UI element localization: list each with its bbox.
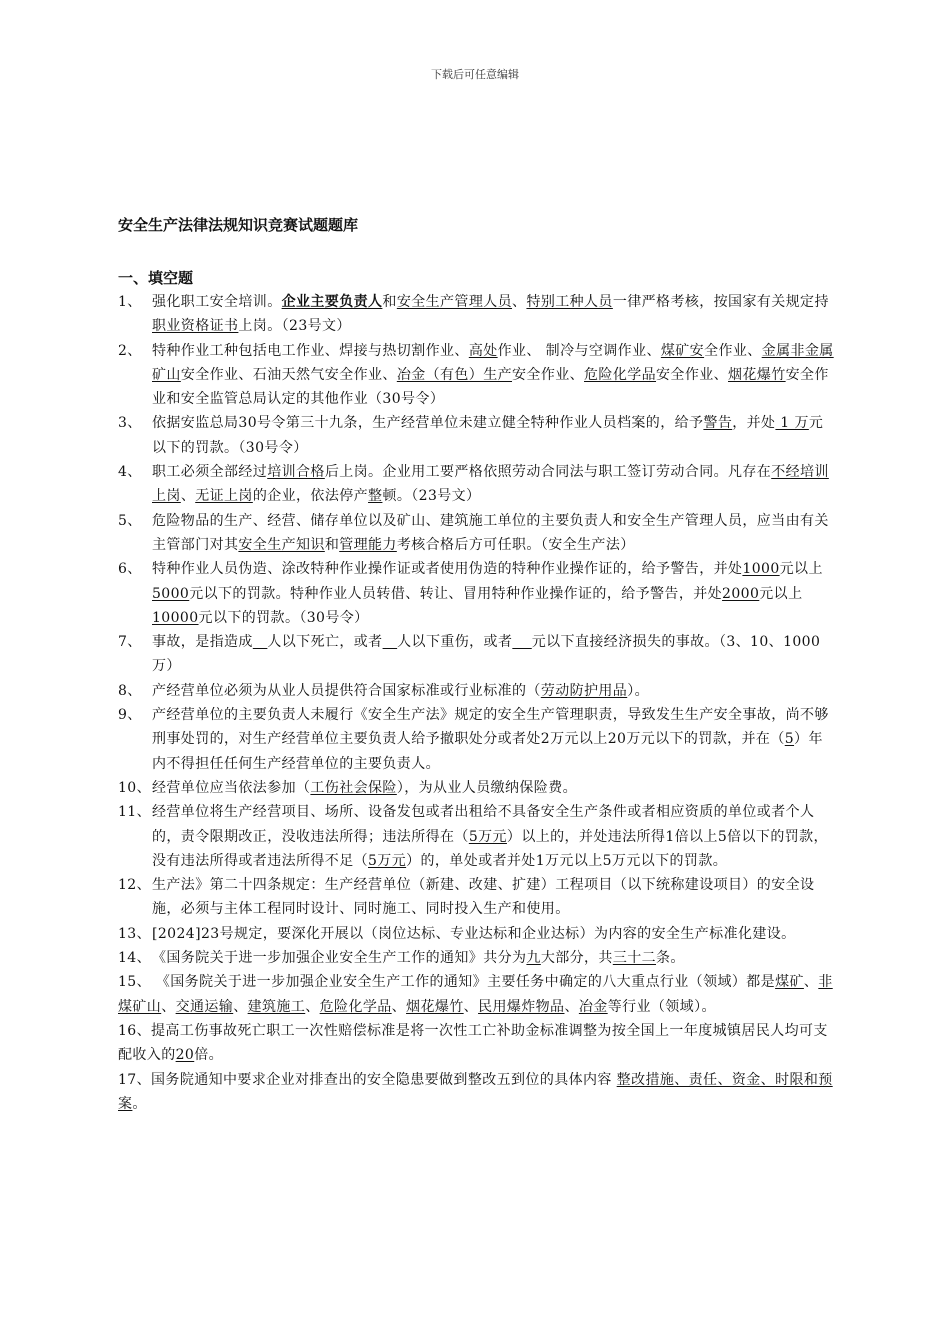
text: 和 (324, 536, 340, 553)
answer-blank: 冶金（有色）生产 (396, 366, 513, 383)
text: 等行业（领域）。 (607, 998, 716, 1015)
text: 依据安监总局30号令第三十九条，生产经营单位未建立健全特种作业人员档案的，给予 (152, 415, 704, 432)
text: 安全作业、石油天然气安全作业、 (180, 366, 397, 383)
text: 《国务院关于进一步加强企业安全生产工作的通知》共分为 (152, 950, 527, 967)
text: 元以下的罚款。特种作业人员转借、转让、冒用特种作业操作证的，给予警告，并处 (189, 585, 723, 602)
text: ）以上的，并处违法所得1倍以上5倍以下的罚款，没有违法所得或者违法所得不足（ (152, 828, 828, 869)
question-number: 14、 (118, 950, 152, 967)
text: 特种作业工种包括电工作业、焊接与热切割作业、 (152, 342, 469, 359)
header-note: 下载后可任意编辑 (431, 68, 519, 81)
answer-blank: 整 (368, 488, 383, 505)
question-8 (118, 679, 834, 703)
text: 国务院通知中要求企业对排查出的安全隐患要做到整改五到位的具体内容 (151, 1071, 617, 1088)
text: 危险物品的生产、经营、储存单位以及矿山、建筑施工单位的主要负责人和安全生产管理人员，应当由有关主管部门对其 (152, 512, 829, 553)
answer-blank: 危险化学品 (319, 998, 392, 1015)
answer-blank: 金属非金属矿山 (152, 342, 834, 383)
text: 和 (382, 294, 397, 310)
text: 作业、 制冷与空调作业、 (497, 342, 661, 359)
text: 强化职工安全培训。 (152, 294, 282, 310)
text: ）年内不得担任任何生产经营单位的主要负责人。 (152, 731, 823, 772)
document-title: 安全生产法律法规知识竞赛试题题库 (118, 216, 359, 234)
answer-blank: 警告 (703, 415, 733, 432)
text: 职工必须全部经过 (152, 464, 268, 481)
question-2 (118, 339, 834, 412)
answer-blank: 培训合格 (267, 464, 325, 481)
text: 人以下死亡，或者 (267, 634, 383, 651)
text: [2024]23号规定，要深化开展以（岗位达标、专业达标和企业达标）为内容的安全生产标准化建设。 (152, 925, 796, 942)
text: 《国务院关于进一步加强企业安全生产工作的通知》主要任务中确定的八大重点行业（领域）都是 (151, 974, 776, 991)
answer-blank: 安全生产知识 (238, 536, 325, 553)
answer-blank: 不经培训上岗 (152, 464, 829, 505)
question-number: 3、 (118, 415, 142, 432)
answer-blank: 工伤社会保险 (310, 779, 397, 796)
question-3 (118, 411, 834, 460)
answer-blank: 2000 (722, 585, 760, 602)
question-12 (118, 873, 834, 922)
text: 安全作业、 (656, 366, 729, 383)
question-number: 11、 (118, 804, 152, 821)
text: 上岗。（23号文） (238, 318, 351, 335)
text: 、 (803, 974, 819, 991)
answer-blank: 安全生产管理人员 (396, 294, 513, 310)
question-number: 8、 (118, 682, 142, 699)
text: 提高工伤事故死亡职工一次性赔偿标准是将一次性工亡补助金标准调整为按全国上一年度城镇居民人均可支配收入的 (118, 1022, 828, 1064)
answer-blank: 职业资格证书 (152, 318, 239, 335)
question-number: 4、 (118, 464, 142, 481)
question-7 (118, 630, 834, 679)
answer-blank: 煤矿安 (660, 342, 705, 359)
document-body (118, 212, 834, 1116)
question-number: 15、 (118, 974, 152, 991)
text: 条。 (656, 950, 685, 967)
text: 倍。 (194, 1047, 224, 1064)
answer-blank: 管理能力 (339, 536, 397, 553)
answer-blank: 非煤矿山 (118, 974, 833, 1015)
answer-blank (512, 634, 531, 650)
text: 、 (305, 998, 320, 1015)
answer-blank: 民用爆炸物品 (478, 998, 565, 1015)
text: 产经营单位的主要负责人未履行《安全生产法》规定的安全生产管理职责，导致发生生产安全事故，尚不够刑事处罚的，对生产经营单位主要负责人给予撤职处分或者处2万元以上20万元以下的罚款，并在（ (152, 707, 829, 748)
text: 的企业，依法停产 (252, 488, 369, 505)
text: 元以上 (759, 585, 803, 602)
text: 生产法》第二十四条规定：生产经营单位（新建、改建、扩建）工程项目（以下统称建设项目）的安全设施，必须与主体工程同时设计、同时施工、同时投入生产和使用。 (152, 877, 815, 918)
answer-blank: 企业主要负责人 (281, 294, 383, 310)
answer-blank: 5000 (152, 585, 190, 602)
question-13 (118, 922, 834, 946)
text: 、 (161, 998, 176, 1015)
text: 特种作业人员伪造、涂改特种作业操作证或者使用伪造的特种作业操作证的，给予警告，并处 (152, 561, 743, 578)
text: 顿。（23号文） (382, 488, 481, 505)
question-number: 6、 (118, 561, 142, 578)
question-16 (118, 1019, 834, 1068)
text: 元以下直接经济损失的事故。（3、10、1000万） (152, 634, 821, 675)
text: 经营单位应当依法参加（ (152, 779, 311, 796)
answer-blank: 交通运输 (175, 998, 234, 1015)
answer-blank (383, 634, 398, 650)
question-11 (118, 800, 834, 873)
text: 安全作业和安全监管总局认定的其他作业（30号令） (152, 366, 829, 408)
text: 、 (463, 998, 479, 1015)
question-5 (118, 509, 834, 558)
text: 人以下重伤，或者 (397, 634, 513, 651)
text: 事故，是指造成 (152, 634, 253, 651)
question-10 (118, 776, 834, 800)
answer-blank: 5万元 (368, 852, 407, 869)
question-17 (118, 1068, 834, 1117)
text: 、 (180, 488, 196, 505)
question-14 (118, 946, 834, 970)
text: 元以下的罚款。（30号令） (198, 609, 369, 626)
text: 、 (512, 294, 527, 310)
text: 、 (233, 998, 248, 1015)
question-1 (118, 290, 834, 339)
text: 安全作业、 (512, 366, 585, 383)
answer-blank: 冶金 (578, 998, 608, 1015)
text: 一律严格考核，按国家有关规定持 (612, 294, 829, 310)
question-number: 16、 (118, 1022, 152, 1039)
answer-blank: 5 (784, 731, 795, 748)
question-4 (118, 460, 834, 509)
question-number: 12、 (118, 877, 152, 894)
answer-blank: 5万元 (468, 828, 507, 845)
question-number: 5、 (118, 512, 142, 529)
text: ）的，单处或者并处1万元以上5万元以下的罚款。 (406, 852, 728, 869)
text: 考核合格后方可任职。（安全生产法） (396, 536, 635, 553)
text: ，并处 (732, 415, 776, 432)
answer-blank: 九 (526, 950, 541, 967)
question-number: 10、 (118, 779, 152, 796)
answer-blank: 高处 (468, 342, 498, 359)
question-number: 9、 (118, 707, 142, 724)
answer-blank: 建筑施工 (247, 998, 306, 1015)
answer-blank: 10000 (152, 609, 199, 626)
text: 、 (564, 998, 579, 1015)
text: 产经营单位必须为从业人员提供符合国家标准或行业标准的（ (152, 682, 541, 699)
answer-blank: 危险化学品 (584, 366, 657, 383)
text: 。 (132, 1095, 147, 1112)
answer-blank: 烟花爆竹 (728, 366, 786, 383)
answer-blank: 1 万 (775, 415, 809, 432)
question-number: 2、 (118, 342, 142, 359)
answer-blank (253, 634, 268, 650)
text: ），为从业人员缴纳保险费。 (396, 779, 578, 796)
answer-blank: 特别工种人员 (526, 294, 613, 310)
answer-blank: 三十二 (612, 950, 657, 967)
text: 全作业、 (704, 342, 762, 359)
question-number: 7、 (118, 634, 142, 651)
text: ）。 (627, 682, 650, 699)
section-heading: 一、填空题 (118, 269, 194, 287)
question-15 (118, 970, 834, 1019)
answer-blank: 20 (175, 1047, 195, 1064)
answer-blank: 劳动防护用品 (540, 682, 628, 699)
text: 、 (391, 998, 407, 1015)
text: 元以上 (779, 561, 823, 578)
question-6 (118, 557, 834, 630)
text: 大部分，共 (540, 950, 613, 967)
text: 经营单位将生产经营项目、场所、设备发包或者出租给不具备安全生产条件或者相应资质的单位或者个人的，责令限期改正，没收违法所得；违法所得在（ (152, 804, 815, 845)
text: 元以下的罚款。（30号令） (152, 415, 824, 456)
question-9 (118, 703, 834, 776)
answer-blank: 无证上岗 (195, 488, 253, 505)
answer-blank: 烟花爆竹 (406, 998, 464, 1015)
answer-blank: 1000 (742, 561, 780, 578)
text: 后上岗。企业用工要严格依照劳动合同法与职工签订劳动合同。凡存在 (324, 464, 772, 481)
answer-blank: 整改措施、责任、资金、时限和预案 (118, 1071, 833, 1112)
question-number: 17、 (118, 1071, 152, 1088)
answer-blank: 煤矿 (775, 974, 804, 991)
question-number: 1、 (118, 294, 142, 310)
question-number: 13、 (118, 925, 152, 942)
